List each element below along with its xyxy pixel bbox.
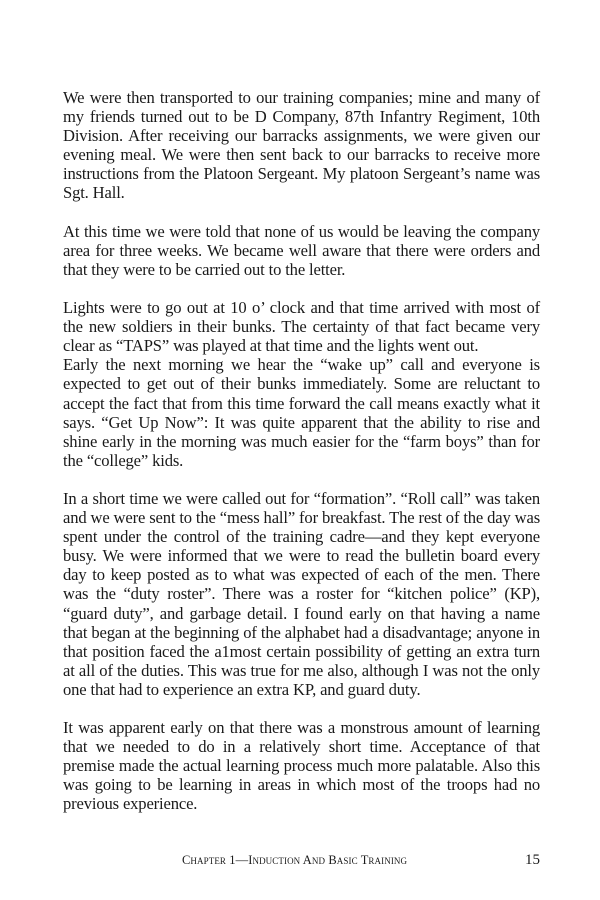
page-body — [63, 88, 540, 833]
paragraph-company-area: At this time we were told that none of us would be leaving the company area for three weeks. We became well aware that there were orders and that they were to be carried out to the letter. — [63, 221, 540, 279]
page-number: 15 — [525, 852, 540, 868]
page-footer — [182, 852, 540, 869]
paragraph-wake-up: Early the next morning we hear the “wake up” call and everyone is expected to get out of their bunks immediately. Some are reluctant to accept the fact that from this time forward the call means exactly what it says. “Get Up Now”: It was quite apparent that the ability to rise and shine early in the morning was much easier for the “farm boys” than for the “college” kids. — [63, 355, 540, 470]
paragraph-learning: It was apparent early on that there was a monstrous amount of learning that we needed to do in a relatively short time. Acceptance of that premise made the actual learning process much more palatable. Also this was going to be learning in areas in which most of the troops had no previous experience. — [63, 718, 540, 814]
paragraph-training-companies: We were then transported to our training companies; mine and many of my friends turned out to be D Company, 87th Infantry Regiment, 10th Division. After receiving our barracks assignments, we were given our evening meal. We were then sent back to our barracks to receive more instructions from the Platoon Sergeant. My platoon Sergeant’s name was Sgt. Hall. — [63, 88, 540, 203]
paragraph-formation: In a short time we were called out for “formation”. “Roll call” was taken and we were sent to the “mess hall” for breakfast. The rest of the day was spent under the control of the training cadre—and they kept everyone busy. We were informed that we were to read the bulletin board every day to keep posted as to what was expected of each of the men. There was the “duty roster”. There was a roster for “kitchen police” (KP), “guard duty”, and garbage detail. I found early on that having a name that began at the beginning of the alphabet had a disadvantage; anyone in that position faced the a1most certain possibility of getting an extra turn at all of the duties. This was true for me also, although I was not the only one that had to experience an extra KP, and guard duty. — [63, 488, 541, 699]
paragraph-lights-out: Lights were to go out at 10 o’ clock and that time arrived with most of the new soldiers in their bunks. The certainty of that fact became very clear as “TAPS” was played at that time and the lights went out. — [63, 298, 540, 356]
running-head: Chapter 1—Induction And Basic Training — [182, 853, 408, 867]
